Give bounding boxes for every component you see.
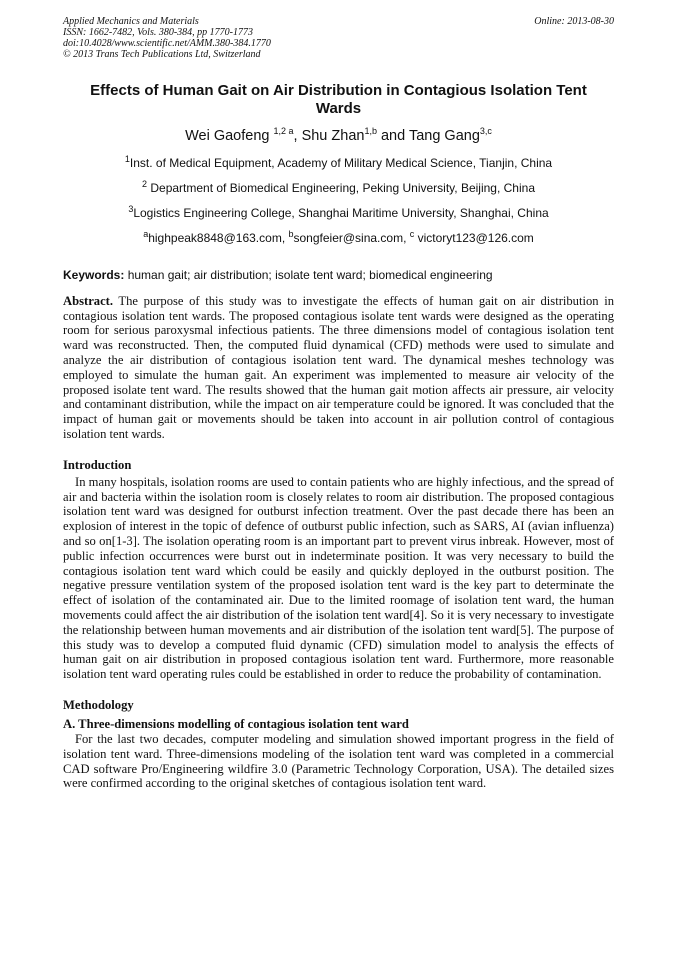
keywords-label: Keywords: <box>63 267 125 282</box>
email-a: highpeak8848@163.com, <box>148 230 289 245</box>
journal-name: Applied Mechanics and Materials <box>63 16 199 27</box>
methodology-heading: Methodology <box>63 697 134 712</box>
doi-line: doi:10.4028/www.scientific.net/AMM.380-384.1770 <box>63 38 271 49</box>
email-line <box>63 227 614 246</box>
email-b: songfeier@sina.com, <box>293 230 410 245</box>
email-b-mark: b <box>288 228 294 239</box>
keywords-text: human gait; air distribution; isolate tent ward; biomedical engineering <box>124 267 493 282</box>
author-3-affil: 3,c <box>479 126 492 136</box>
abstract-label: Abstract. <box>63 293 114 308</box>
copyright-line: © 2013 Trans Tech Publications Ltd, Switzerland <box>63 49 261 60</box>
email-c-mark: c <box>409 228 415 239</box>
keywords <box>63 268 614 283</box>
abstract <box>63 294 614 442</box>
affiliation-1-text: Inst. of Medical Equipment, Academy of Military Medical Science, Tianjin, China <box>129 155 553 170</box>
paper-page <box>63 16 614 791</box>
methodology-paragraph: For the last two decades, computer modeling and simulation showed important progress in the field of isolation tent ward. Three-dimensions modeling of the isolation tent ward was completed in a commercial CAD software Pro/Engineering wildfire 3.0 (Parametric Technology Corporation, USA). The detailed sizes were confirmed according to the original sketches of contagious isolation tent ward. <box>63 731 614 791</box>
paper-title: Effects of Human Gait on Air Distribution in Contagious Isolation Tent Wards <box>90 82 587 117</box>
author-1: Wei Gaofeng <box>185 127 274 144</box>
running-header <box>63 16 614 60</box>
affiliation-1 <box>63 152 614 171</box>
author-list <box>63 121 614 146</box>
affiliation-2-text: Department of Biomedical Engineering, Peking University, Beijing, China <box>147 180 535 195</box>
author-3: and Tang Gang <box>376 127 480 144</box>
email-c: victoryt123@126.com <box>414 230 534 245</box>
affiliation-2-num: 2 <box>142 178 148 189</box>
affiliation-3-text: Logistics Engineering College, Shanghai Maritime University, Shanghai, China <box>133 205 549 220</box>
affiliation-3-num: 3 <box>128 203 134 214</box>
affiliation-3 <box>63 202 614 221</box>
author-2-affil: 1,b <box>364 126 377 136</box>
author-2: , Shu Zhan <box>293 127 365 144</box>
affiliation-2 <box>63 177 614 196</box>
online-date: Online: 2013-08-30 <box>534 16 614 27</box>
abstract-text: The purpose of this study was to investigate the effects of human gait on air distribution in contagious isolation tent wards. The proposed contagious isolate tent wards were designed as the operating room for serious paroxysmal infectious patients. The three dimensions model of contagious isolation tent ward was reconstructed. Then, the computed fluid dynamical (CFD) methods were used to simulate and analyze the air distribution of contagious isolation tent ward. The dynamical meshes technology was employed to simulate the human gait. An experiment was implemented to measure air velocity of the proposed isolate tent ward. The results showed that the human gait motion affects air pressure, air velocity and contaminant distribution, while the impact on air temperature could be ignored. It was concluded that the impact of human gait or movements should be taken into account in air pollution control of contagious isolation tent wards. <box>63 293 614 441</box>
methodology-subheading: A. Three-dimensions modelling of contagious isolation tent ward <box>63 716 409 731</box>
email-a-mark: a <box>143 228 149 239</box>
introduction-heading: Introduction <box>63 457 132 472</box>
author-1-affil: 1,2 a <box>273 126 294 136</box>
introduction-paragraph: In many hospitals, isolation rooms are used to contain patients who are highly infectious, and the spread of air and bacteria within the isolation room is closely relates to room air distribution. The proposed contagious isolation tent ward was designed for outburst infection treatment. Over the past decade there has been an explosion of interest in the topic of defence of outburst public infection, such as SARS, AI (avian influenza) and so on[1-3]. The isolation operating room is an important part to prevent virus inbreak. However, most of public infection occurrences were burst out in indeterminate position. It was very necessary to build the contagious isolation tent ward which could be easily and quickly deployed in the outburst position. The negative pressure ventilation system of the proposed isolation tent ward is the key part to determinate the effect of isolation of the contaminated air. Due to the limited roomage of isolation tent ward, the human movements could affect the air distribution of the isolation tent ward[4]. So it is very necessary to investigate the relationship between human movements and air distribution of the isolation tent ward[5]. The purpose of this study was to develop a computed fluid dynamic (CFD) simulation model to analysis the effects of human gait on air distribution in proposed contagious isolation tent ward. Furthermore, more reasonable isolation tent ward operating rules could be established in order to reduce the probability of contamination. <box>63 474 614 682</box>
issn-line: ISSN: 1662-7482, Vols. 380-384, pp 1770-1773 <box>63 27 253 38</box>
affiliation-1-num: 1 <box>124 153 130 164</box>
